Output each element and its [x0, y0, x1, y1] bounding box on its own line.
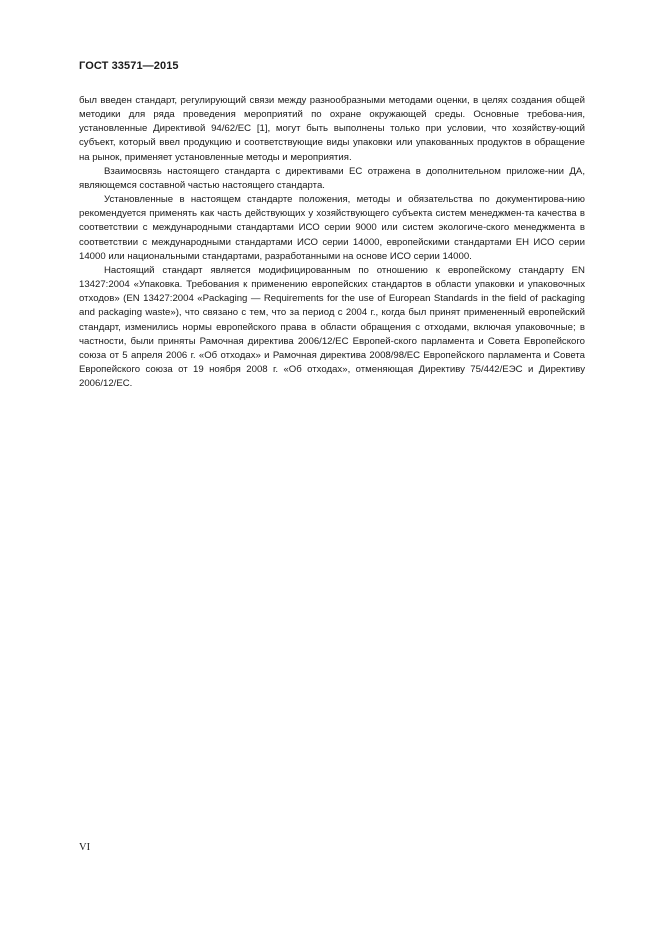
- paragraph-2: Взаимосвязь настоящего стандарта с директивами ЕС отражена в дополнительном приложе-нии ДА, являющемся составной частью настоящего стандарта.: [79, 165, 585, 191]
- page-number: VI: [79, 842, 91, 853]
- document-body: [79, 94, 585, 391]
- paragraph-1: был введен стандарт, регулирующий связи между разнообразными методами оценки, в целях создания общей методики для ряда проведения мероприятий по охране окружающей среды. Основные требова-ния, установленные Директивой 94/62/ЕС [1], могут быть выполнены только при условии, что хозяйству-ющий субъект, который ввел продукцию и соответствующие виды упаковки или упакованных продуктов в обращение на рынок, применяет установленные методы и мероприятия.: [79, 95, 585, 163]
- paragraph-4: Настоящий стандарт является модифицированным по отношению к европейскому стандарту EN 13427:2004 «Упаковка. Требования к применению европейских стандартов в области упаковки и упаковочных отходов» (EN 13427:2004 «Packaging — Requirements for the use of European Standards in the field of packaging and packaging waste»), что связано с тем, что за период с 2004 г., когда был принят примененный европейский стандарт, изменились нормы европейского права в области обращения с отходами, включая упаковочные; в частности, были приняты Рамочная директива 2006/12/ЕС Европей-ского парламента и Совета Европейского союза от 5 апреля 2006 г. «Об отходах» и Рамочная директива 2008/98/ЕС Европейского парламента и Совета Европейского союза от 19 ноября 2008 г. «Об отходах», отменяющая Директиву 75/442/ЕЭС и Директиву 2006/12/ЕС.: [79, 264, 585, 390]
- document-header: ГОСТ 33571—2015: [79, 60, 179, 72]
- paragraph-3: Установленные в настоящем стандарте положения, методы и обязательства по документирова-нию рекомендуется применять как часть действующих у хозяйствующего субъекта систем менеджмен-та качества в соответствии с международными стандартами ИСО серии 9000 или систем экологиче-ского менеджмента в соответствии с международными стандартами ИСО серии 14000, европейскими стандартами ЕН ИСО серии 14000 или национальными стандартами, разработанными на основе ИСО серии 14000.: [79, 194, 585, 262]
